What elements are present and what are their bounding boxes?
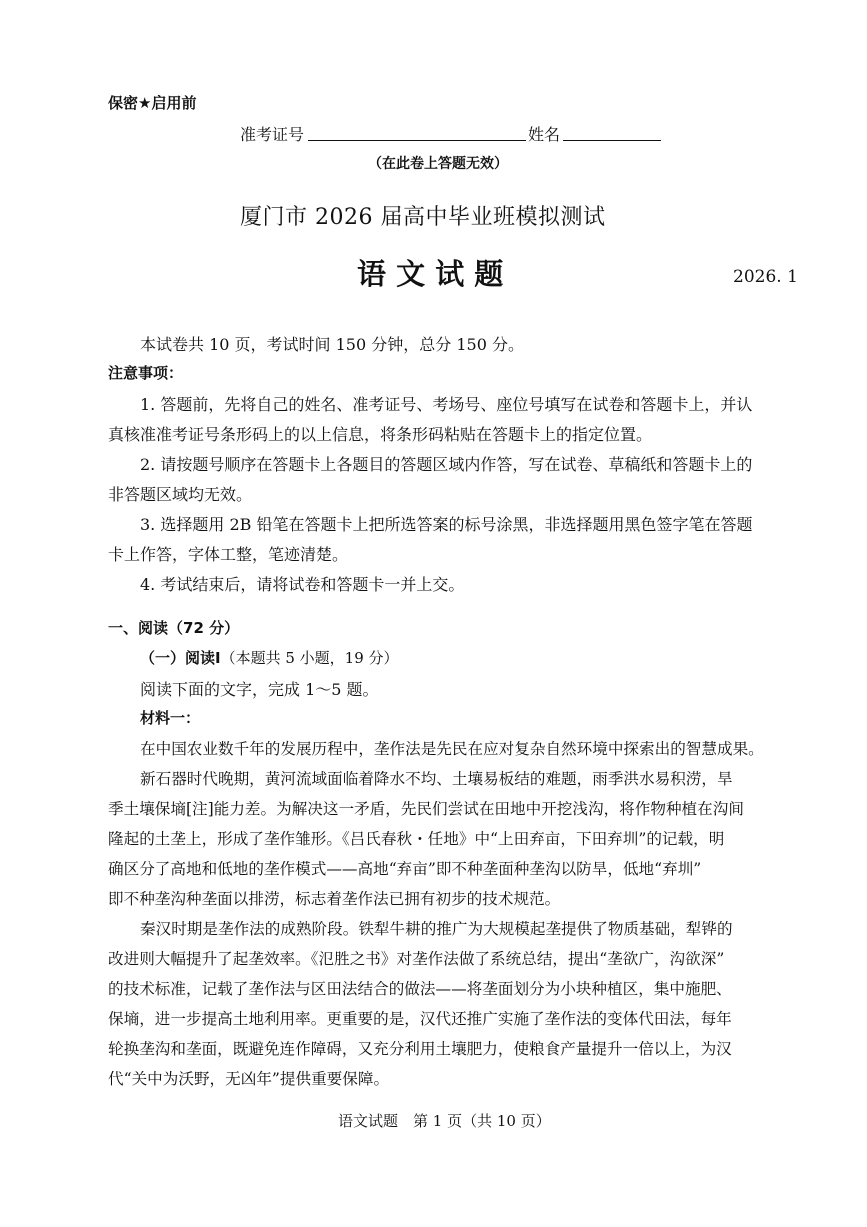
passage-line: 确区分了高地和低地的垄作模式——高地“弃亩”即不种垄面种垄沟以防旱，低地“弃圳” xyxy=(108,860,702,878)
passage-line: 在中国农业数千年的发展历程中，垄作法是先民在应对复杂自然环境中探索出的智慧成果。 xyxy=(140,740,764,758)
note-2-line-1: 2. 请按题号顺序在答题卡上各题目的答题区域内作答，写在试卷、草稿纸和答题卡上的 xyxy=(140,455,753,474)
exam-title: 厦门市 2026 届高中毕业班模拟测试 xyxy=(240,205,606,230)
note-2-line-2: 非答题区域均无效。 xyxy=(108,485,253,504)
passage-line: 的技术标准，记载了垄作法与区田法结合的做法——将垄面划分为小块种植区，集中施肥、 xyxy=(108,980,732,998)
note-3-line-1: 3. 选择题用 2B 铅笔在答题卡上把所选答案的标号涂黑，非选择题用黑色签字笔在答题 xyxy=(140,515,753,534)
note-3-line-2: 卡上作答，字体工整，笔迹清楚。 xyxy=(108,545,349,564)
passage-line: 即不种垄沟种垄面以排涝，标志着垄作法已拥有初步的技术规范。 xyxy=(108,890,561,908)
reading-1-label: （一）阅读Ⅰ xyxy=(140,649,221,667)
passage-line: 代“关中为沃野，无凶年”提供重要保障。 xyxy=(108,1070,390,1088)
reading-1-detail: （本题共 5 小题，19 分） xyxy=(220,649,399,667)
subject-title: 语 文 试 题 xyxy=(357,257,504,291)
passage-line: 轮换垄沟和垄面，既避免连作障碍，又充分利用土壤肥力，使粮食产量提升一倍以上，为汉 xyxy=(108,1040,732,1058)
notes-heading: 注意事项： xyxy=(108,364,184,382)
passage-line: 新石器时代晚期，黄河流域面临着降水不均、土壤易板结的难题，雨季洪水易积涝，旱 xyxy=(140,770,733,788)
passage-line: 季土壤保墒[注]能力差。为解决这一矛盾，先民们尝试在田地中开挖浅沟，将作物种植在沟间 xyxy=(108,800,744,818)
admission-number-blank xyxy=(308,140,526,141)
reading-instruction: 阅读下面的文字，完成 1～5 题。 xyxy=(140,680,379,699)
passage-line: 改进则大幅提升了起垄效率。《氾胜之书》对垄作法做了系统总结，提出“垄欲广，沟欲深” xyxy=(108,950,725,968)
note-4-line-1: 4. 考试结束后，请将试卷和答题卡一并上交。 xyxy=(140,575,465,594)
note-1-line-2: 真核准准考证号条形码上的以上信息，将条形码粘贴在答题卡上的指定位置。 xyxy=(108,425,653,444)
exam-intro: 本试卷共 10 页，考试时间 150 分钟，总分 150 分。 xyxy=(140,335,524,354)
confidential-label: 保密★启用前 xyxy=(108,94,197,112)
passage-line: 保墒，进一步提高土地利用率。更重要的是，汉代还推广实施了垄作法的变体代田法，每年 xyxy=(108,1010,732,1028)
exam-date: 2026. 1 xyxy=(733,267,798,287)
name-blank xyxy=(563,140,661,141)
passage-line: 隆起的土垄上，形成了垄作雏形。《吕氏春秋・任地》中“上田弃亩，下田弃圳”的记载，明 xyxy=(108,830,725,848)
name-label: 姓名 xyxy=(528,125,561,144)
page-footer: 语文试题 第 1 页（共 10 页） xyxy=(338,1112,551,1130)
note-1-line-1: 1. 答题前，先将自己的姓名、准考证号、考场号、座位号填写在试卷和答题卡上，并认 xyxy=(140,395,753,414)
material-1-label: 材料一： xyxy=(140,709,201,727)
passage-line: 秦汉时期是垄作法的成熟阶段。铁犁牛耕的推广为大规模起垄提供了物质基础，犁铧的 xyxy=(140,920,733,938)
section-1-heading: 一、阅读（72 分） xyxy=(108,619,240,637)
invalid-notice: （在此卷上答题无效） xyxy=(368,156,508,172)
admission-number-label: 准考证号 xyxy=(240,125,305,144)
